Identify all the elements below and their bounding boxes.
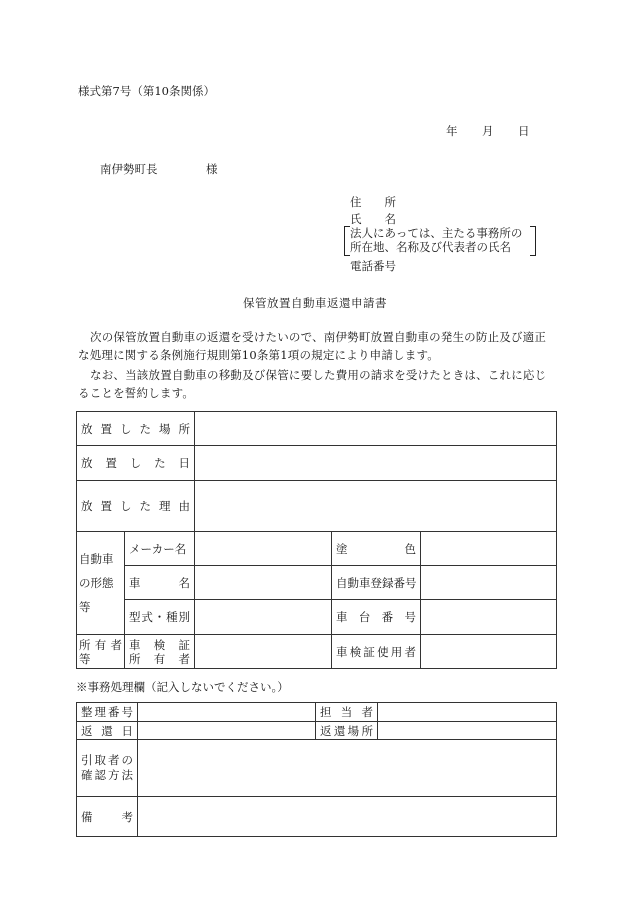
cert-owner-field[interactable] <box>195 635 332 669</box>
main-table <box>76 411 557 669</box>
applicant-note-line1: 法人にあっては、主たる事務所の <box>350 226 523 240</box>
ref-number-label: 整理番号 <box>81 705 133 719</box>
table-row <box>77 740 557 797</box>
form-number: 様式第7号（第10条関係） <box>78 84 215 98</box>
table-row <box>77 481 557 532</box>
applicant-name-label: 氏 名 <box>350 212 396 226</box>
color-field[interactable] <box>421 532 557 566</box>
maker-label: メーカー名 <box>129 541 187 556</box>
ref-number-field[interactable] <box>138 703 316 722</box>
car-name-field[interactable] <box>195 566 332 600</box>
table-row <box>77 532 557 566</box>
date-year-label: 年 <box>446 124 458 138</box>
left-bracket <box>344 226 350 256</box>
date-field[interactable] <box>195 446 557 481</box>
place-field[interactable] <box>195 412 557 446</box>
return-date-field[interactable] <box>138 722 316 740</box>
return-place-field[interactable] <box>378 722 557 740</box>
model-field[interactable] <box>195 600 332 635</box>
cert-user-field[interactable] <box>421 635 557 669</box>
date-day-label: 日 <box>518 124 530 138</box>
table-row <box>77 635 557 669</box>
model-label: 型式・種別 <box>129 610 190 624</box>
registration-label: 自動車登録番号 <box>336 575 417 590</box>
addressee-name: 南伊勢町長 <box>100 162 158 176</box>
table-row <box>77 566 557 600</box>
applicant-note-line2: 所在地、名称及び代表者の氏名 <box>350 240 511 254</box>
cert-owner-label: 車検証 所有者 <box>125 635 195 669</box>
table-row <box>77 703 557 722</box>
chassis-label: 車台番号 <box>336 610 416 624</box>
date-label: 放置した日 <box>81 456 190 470</box>
person-in-charge-field[interactable] <box>378 703 557 722</box>
color-label: 塗色 <box>336 541 416 556</box>
applicant-address-label: 住 所 <box>350 195 396 209</box>
reason-label: 放置した理由 <box>81 499 190 513</box>
owner-group-label: 所有者 等 <box>77 635 125 669</box>
chassis-field[interactable] <box>421 600 557 635</box>
office-use-heading: ※事務処理欄（記入しないでください。） <box>76 680 289 694</box>
addressee-honorific: 様 <box>206 162 218 176</box>
registration-field[interactable] <box>421 566 557 600</box>
applicant-note <box>350 226 528 256</box>
place-label: 放置した場所 <box>81 421 190 436</box>
return-date-label: 返還日 <box>81 723 133 738</box>
right-bracket <box>530 226 536 256</box>
table-row <box>77 446 557 481</box>
vehicle-group-label: 自動車 の形態 等 <box>77 532 125 635</box>
applicant-phone-label: 電話番号 <box>350 259 396 273</box>
remarks-label: 備考 <box>81 809 133 824</box>
table-row <box>77 797 557 837</box>
body-paragraph-2: なお、当該放置自動車の移動及び保管に要した費用の請求を受けたときは、これに応じることを誓約します。 <box>78 368 547 400</box>
verification-field[interactable] <box>138 740 557 797</box>
person-in-charge-label: 担当者 <box>320 705 373 719</box>
car-name-label: 車名 <box>129 575 190 590</box>
cert-user-label: 車検証使用者 <box>336 644 416 659</box>
reason-field[interactable] <box>195 481 557 532</box>
office-table <box>76 702 557 837</box>
document-title: 保管放置自動車返還申請書 <box>243 296 387 310</box>
verification-label: 引取者の 確認方法 <box>77 740 138 797</box>
table-row <box>77 722 557 740</box>
body-paragraph-1: 次の保管放置自動車の返還を受けたいので、南伊勢町放置自動車の発生の防止及び適正な処理に関する条例施行規則第10条第1項の規定により申請します。 <box>78 330 547 362</box>
maker-field[interactable] <box>195 532 332 566</box>
date-month-label: 月 <box>482 124 494 138</box>
remarks-field[interactable] <box>138 797 557 837</box>
table-row <box>77 412 557 446</box>
table-row <box>77 600 557 635</box>
return-place-label: 返還場所 <box>320 723 373 738</box>
